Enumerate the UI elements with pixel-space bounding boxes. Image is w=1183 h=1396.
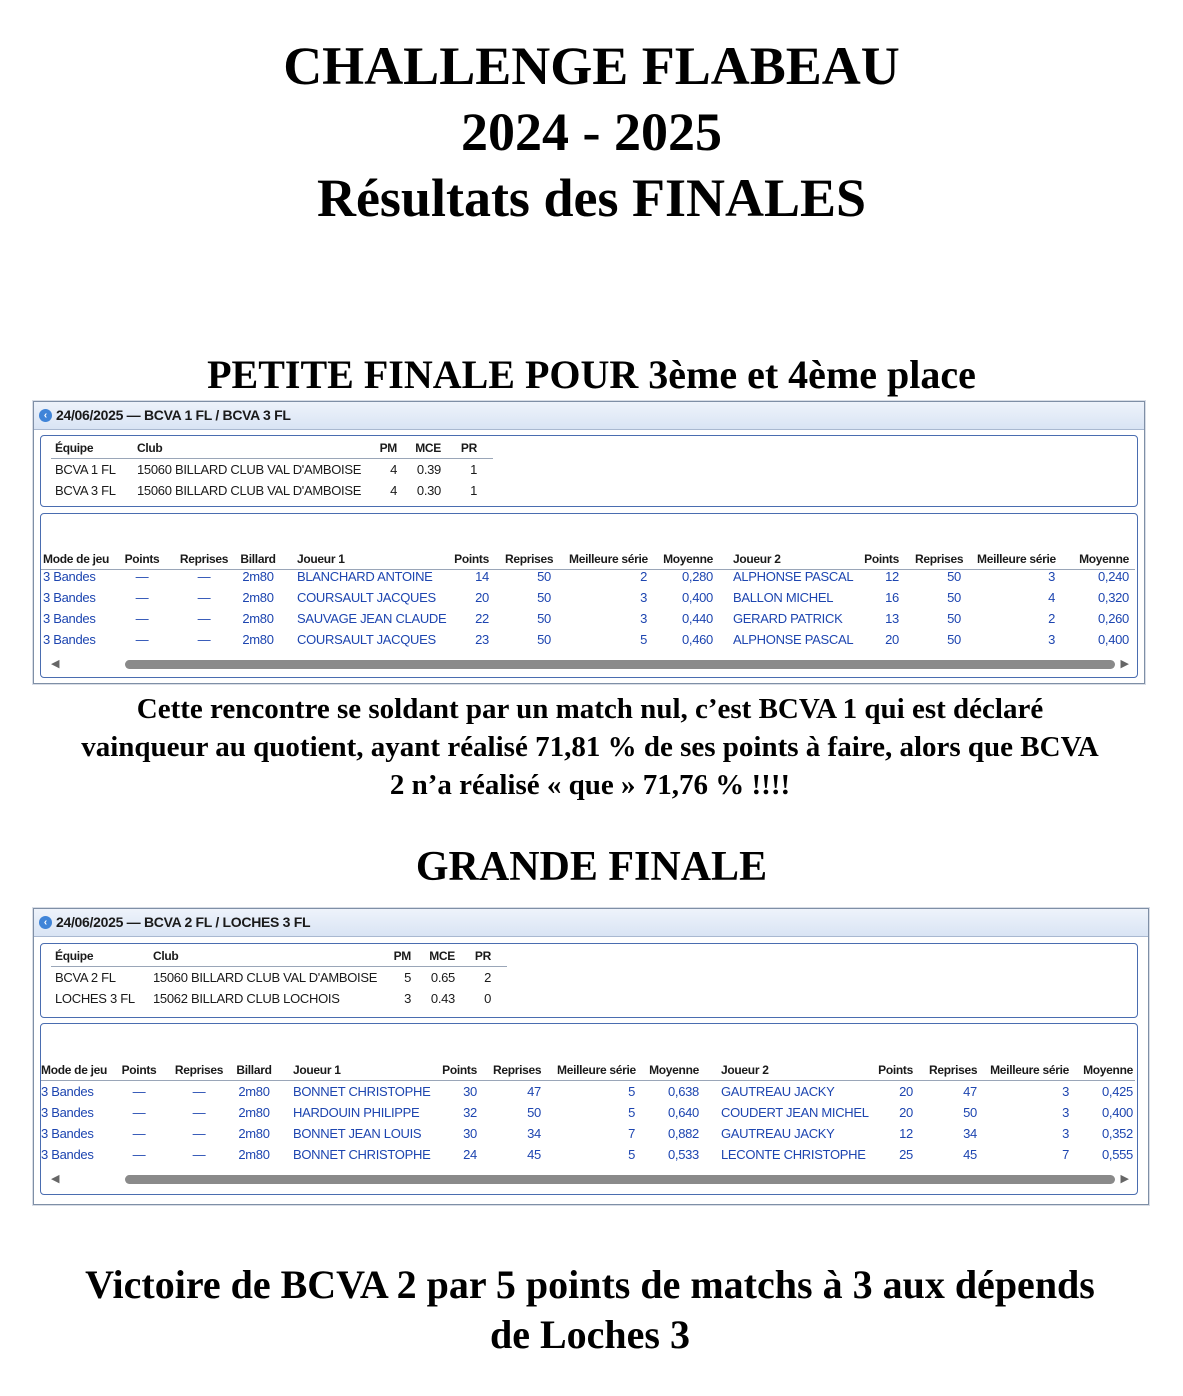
match-cell-j1-moyenne: 0,460 [681,632,713,647]
match-cell-joueur-2: LECONTE CHRISTOPHE [721,1147,866,1162]
match-cell-j1-reprises: 47 [527,1084,541,1099]
match-cell-j1-reprises: 50 [537,611,551,626]
match-cell-billard: 2m80 [238,1147,270,1162]
match-cell-joueur-2: COUDERT JEAN MICHEL [721,1105,869,1120]
match-header-billard: Billard [240,552,276,566]
match-cell-reprises: — [197,569,211,584]
summary-cell-mce: 0.43 [430,991,455,1006]
match-header-j1-points: Points [442,1063,477,1077]
match-header-joueur-2: Joueur 2 [733,552,781,566]
match-cell-j1-meilleure-serie: 2 [640,569,647,584]
match-cell-j1-meilleure-serie: 5 [628,1084,635,1099]
match-header-joueur-1: Joueur 1 [293,1063,341,1077]
match-cell-billard: 2m80 [242,590,274,605]
match-header-j2-meilleure-serie: Meilleure série [977,552,1056,566]
match-cell-reprises: — [192,1126,206,1141]
match-cell-joueur-2: GAUTREAU JACKY [721,1126,835,1141]
match-cell-points: — [135,590,149,605]
table-row[interactable] [41,1105,1135,1125]
summary-cell-pm: 4 [390,462,397,477]
match-cell-j2-points: 25 [899,1147,913,1162]
match-cell-mode-de-jeu: 3 Bandes [41,1105,94,1120]
match-cell-j2-points: 20 [899,1105,913,1120]
match-cell-billard: 2m80 [238,1084,270,1099]
match-cell-j2-reprises: 50 [947,569,961,584]
match-cell-joueur-1: HARDOUIN PHILIPPE [293,1105,420,1120]
match-cell-j1-meilleure-serie: 5 [628,1147,635,1162]
match-cell-j2-reprises: 50 [963,1105,977,1120]
match-header-mode-de-jeu: Mode de jeu [41,1063,108,1077]
team-summary-box [40,943,1138,1018]
match-header-mode-de-jeu: Mode de jeu [43,552,110,566]
match-cell-j1-points: 14 [475,569,489,584]
match-cell-j2-meilleure-serie: 3 [1062,1126,1069,1141]
petite-finale-heading: PETITE FINALE POUR 3ème et 4ème place [207,352,976,397]
back-arrow-circle-icon[interactable]: ‹ [39,916,52,929]
triangle-left-icon[interactable]: ◀ [51,658,60,670]
match-cell-j2-moyenne: 0,425 [1101,1084,1133,1099]
match-cell-j1-reprises: 50 [537,590,551,605]
match-cell-j1-points: 24 [463,1147,477,1162]
match-cell-points: — [132,1126,146,1141]
match-cell-billard: 2m80 [238,1105,270,1120]
table-row[interactable] [41,1084,1135,1104]
match-header-j2-reprises: Reprises [915,552,964,566]
match-cell-j2-reprises: 34 [963,1126,977,1141]
season-title: 2024 - 2025 [461,102,722,162]
match-cell-mode-de-jeu: 3 Bandes [43,590,96,605]
match-cell-j2-points: 16 [885,590,899,605]
match-cell-j2-meilleure-serie: 4 [1048,590,1055,605]
summary-cell-equipe: LOCHES 3 FL [55,991,135,1006]
match-cell-j2-reprises: 47 [963,1084,977,1099]
match-cell-billard: 2m80 [242,611,274,626]
document-title: CHALLENGE FLABEAU [283,36,900,96]
match-header-divider [41,1080,1135,1081]
summary-header-equipe: Équipe [55,441,94,455]
match-cell-points: — [132,1147,146,1162]
match-cell-reprises: — [192,1084,206,1099]
summary-cell-club: 15060 BILLARD CLUB VAL D'AMBOISE [137,483,362,498]
match-cell-j1-reprises: 50 [537,632,551,647]
summary-header-pm: PM [379,441,397,455]
match-cell-j1-points: 20 [475,590,489,605]
panel-title: 24/06/2025 — BCVA 2 FL / LOCHES 3 FL [56,914,311,930]
match-cell-j1-points: 32 [463,1105,477,1120]
match-cell-j2-points: 13 [885,611,899,626]
match-cell-reprises: — [197,611,211,626]
summary-cell-equipe: BCVA 2 FL [55,970,116,985]
match-cell-j1-meilleure-serie: 7 [628,1126,635,1141]
match-header-j1-moyenne: Moyenne [663,552,713,566]
triangle-right-icon[interactable]: ▶ [1120,658,1129,670]
horizontal-scrollbar[interactable] [47,1172,1131,1186]
match-cell-reprises: — [192,1147,206,1162]
match-cell-j2-meilleure-serie: 3 [1048,632,1055,647]
match-header-j1-reprises: Reprises [493,1063,542,1077]
match-cell-mode-de-jeu: 3 Bandes [41,1126,94,1141]
match-header-points: Points [121,1063,157,1077]
match-cell-joueur-1: COURSAULT JACQUES [297,632,436,647]
triangle-left-icon[interactable]: ◀ [51,1173,60,1185]
match-cell-billard: 2m80 [242,569,274,584]
summary-header-mce: MCE [429,949,455,963]
match-cell-j2-points: 20 [885,632,899,647]
match-cell-joueur-1: BLANCHARD ANTOINE [297,569,433,584]
match-cell-j1-reprises: 50 [537,569,551,584]
match-cell-j2-moyenne: 0,320 [1097,590,1129,605]
summary-header-pm: PM [393,949,411,963]
match-cell-j1-moyenne: 0,440 [681,611,713,626]
panel-header [34,909,1148,937]
table-row[interactable] [41,590,1135,610]
summary-cell-pm: 5 [404,970,411,985]
match-header-j2-meilleure-serie: Meilleure série [990,1063,1069,1077]
match-header-j1-meilleure-serie: Meilleure série [569,552,648,566]
match-cell-points: — [135,569,149,584]
match-cell-j2-points: 12 [885,569,899,584]
match-cell-reprises: — [197,590,211,605]
match-cell-j1-reprises: 50 [527,1105,541,1120]
match-cell-joueur-1: BONNET CHRISTOPHE [293,1147,431,1162]
summary-header-equipe: Équipe [55,949,94,963]
summary-header-divider [51,966,507,967]
scrollbar-thumb[interactable] [125,660,1115,669]
match-header-j1-meilleure-serie: Meilleure série [557,1063,636,1077]
summary-cell-mce: 0.30 [416,483,441,498]
table-row[interactable] [41,1126,1135,1146]
summary-header-mce: MCE [415,441,441,455]
summary-cell-club: 15060 BILLARD CLUB VAL D'AMBOISE [153,970,378,985]
match-header-points: Points [124,552,160,566]
match-cell-mode-de-jeu: 3 Bandes [41,1084,94,1099]
table-row[interactable] [41,632,1135,652]
match-cell-reprises: — [197,632,211,647]
grande-finale-heading: GRANDE FINALE [415,844,768,890]
match-cell-j2-meilleure-serie: 3 [1062,1084,1069,1099]
match-cell-billard: 2m80 [242,632,274,647]
match-cell-joueur-2: ALPHONSE PASCAL [733,632,854,647]
match-header-reprises: Reprises [179,552,229,566]
match-header-j1-points: Points [454,552,489,566]
match-cell-joueur-2: BALLON MICHEL [733,590,834,605]
match-cell-j2-reprises: 50 [947,611,961,626]
match-header-j2-reprises: Reprises [929,1063,978,1077]
match-cell-j1-meilleure-serie: 5 [628,1105,635,1120]
match-cell-j2-moyenne: 0,400 [1097,632,1129,647]
match-cell-j1-moyenne: 0,640 [667,1105,699,1120]
match-cell-points: — [135,611,149,626]
match-cell-j1-points: 22 [475,611,489,626]
match-cell-j2-meilleure-serie: 3 [1062,1105,1069,1120]
match-cell-j1-points: 30 [463,1126,477,1141]
summary-cell-mce: 0.65 [430,970,455,985]
match-cell-j2-moyenne: 0,400 [1101,1105,1133,1120]
match-cell-j2-meilleure-serie: 3 [1048,569,1055,584]
match-cell-j1-moyenne: 0,400 [681,590,713,605]
match-details-box [40,513,1138,678]
match-cell-j1-moyenne: 0,882 [667,1126,699,1141]
match-cell-reprises: — [192,1105,206,1120]
summary-cell-pr: 2 [484,970,491,985]
summary-cell-pr: 1 [470,462,477,477]
match-header-j1-moyenne: Moyenne [649,1063,699,1077]
match-cell-points: — [135,632,149,647]
match-cell-joueur-2: GERARD PATRICK [733,611,843,626]
grande-finale-panel [33,908,1149,1205]
match-cell-j2-moyenne: 0,555 [1101,1147,1133,1162]
match-cell-joueur-2: ALPHONSE PASCAL [733,569,854,584]
match-header-j1-reprises: Reprises [505,552,554,566]
table-row[interactable] [41,611,1135,631]
petite-finale-panel [33,401,1145,684]
match-cell-j1-moyenne: 0,533 [667,1147,699,1162]
match-cell-j2-points: 20 [899,1084,913,1099]
match-header-j2-moyenne: Moyenne [1083,1063,1133,1077]
match-details-box [40,1023,1138,1195]
panel-title: 24/06/2025 — BCVA 1 FL / BCVA 3 FL [56,407,291,423]
summary-header-club: Club [137,441,163,455]
table-row[interactable] [41,1147,1135,1167]
match-cell-j1-moyenne: 0,638 [667,1084,699,1099]
match-cell-joueur-1: SAUVAGE JEAN CLAUDE [297,611,447,626]
match-header-joueur-1: Joueur 1 [297,552,345,566]
match-cell-j1-meilleure-serie: 3 [640,590,647,605]
match-header-reprises: Reprises [174,1063,224,1077]
match-cell-billard: 2m80 [238,1126,270,1141]
match-cell-j1-points: 30 [463,1084,477,1099]
match-cell-joueur-1: BONNET CHRISTOPHE [293,1084,431,1099]
summary-header-divider [51,458,493,459]
summary-header-club: Club [153,949,179,963]
match-cell-j1-points: 23 [475,632,489,647]
match-cell-j2-reprises: 50 [947,632,961,647]
match-cell-mode-de-jeu: 3 Bandes [43,569,96,584]
match-cell-mode-de-jeu: 3 Bandes [41,1147,94,1162]
match-cell-joueur-2: GAUTREAU JACKY [721,1084,835,1099]
summary-cell-club: 15062 BILLARD CLUB LOCHOIS [153,991,340,1006]
summary-cell-club: 15060 BILLARD CLUB VAL D'AMBOISE [137,462,362,477]
horizontal-scrollbar[interactable] [47,657,1131,671]
summary-cell-pr: 1 [470,483,477,498]
match-cell-j1-moyenne: 0,280 [681,569,713,584]
match-cell-j2-meilleure-serie: 2 [1048,611,1055,626]
match-header-j2-moyenne: Moyenne [1079,552,1129,566]
match-cell-j1-meilleure-serie: 3 [640,611,647,626]
match-cell-j1-meilleure-serie: 5 [640,632,647,647]
summary-cell-pm: 3 [404,991,411,1006]
back-arrow-circle-icon[interactable]: ‹ [39,409,52,422]
match-header-joueur-2: Joueur 2 [721,1063,769,1077]
match-cell-j1-reprises: 34 [527,1126,541,1141]
results-title: Résultats des FINALES [316,168,867,228]
match-header-j2-points: Points [864,552,899,566]
summary-cell-pr: 0 [484,991,491,1006]
match-cell-j2-reprises: 45 [963,1147,977,1162]
grande-finale-comment: Victoire de BCVA 2 par 5 points de matchs à 3 aux dépends de Loches 3 [85,1262,1095,1357]
match-header-billard: Billard [236,1063,272,1077]
summary-cell-equipe: BCVA 1 FL [55,462,116,477]
match-cell-mode-de-jeu: 3 Bandes [43,632,96,647]
summary-cell-pm: 4 [390,483,397,498]
match-header-j2-points: Points [878,1063,913,1077]
match-cell-j2-moyenne: 0,260 [1097,611,1129,626]
match-cell-mode-de-jeu: 3 Bandes [43,611,96,626]
match-cell-joueur-1: BONNET JEAN LOUIS [293,1126,422,1141]
triangle-right-icon[interactable]: ▶ [1120,1173,1129,1185]
match-cell-j2-meilleure-serie: 7 [1062,1147,1069,1162]
summary-cell-equipe: BCVA 3 FL [55,483,116,498]
summary-cell-mce: 0.39 [416,462,441,477]
match-cell-j2-moyenne: 0,240 [1097,569,1129,584]
match-cell-j2-moyenne: 0,352 [1101,1126,1133,1141]
panel-header [34,402,1144,430]
match-cell-points: — [132,1105,146,1120]
match-cell-j2-reprises: 50 [947,590,961,605]
match-cell-j1-reprises: 45 [527,1147,541,1162]
summary-header-pr: PR [474,949,491,963]
petite-finale-comment: Cette rencontre se soldant par un match nul, c’est BCVA 1 qui est déclaré vainqueur au quotient, ayant réalisé 71,81 % de ses points à faire, alors que BCVA 2 n’a réalisé « que » 71,76 % !!!! [81,693,1099,801]
summary-header-pr: PR [460,441,477,455]
match-cell-joueur-1: COURSAULT JACQUES [297,590,436,605]
team-summary-box [40,435,1138,507]
match-cell-j2-points: 12 [899,1126,913,1141]
table-row[interactable] [41,569,1135,589]
match-cell-points: — [132,1084,146,1099]
scrollbar-thumb[interactable] [125,1175,1115,1184]
